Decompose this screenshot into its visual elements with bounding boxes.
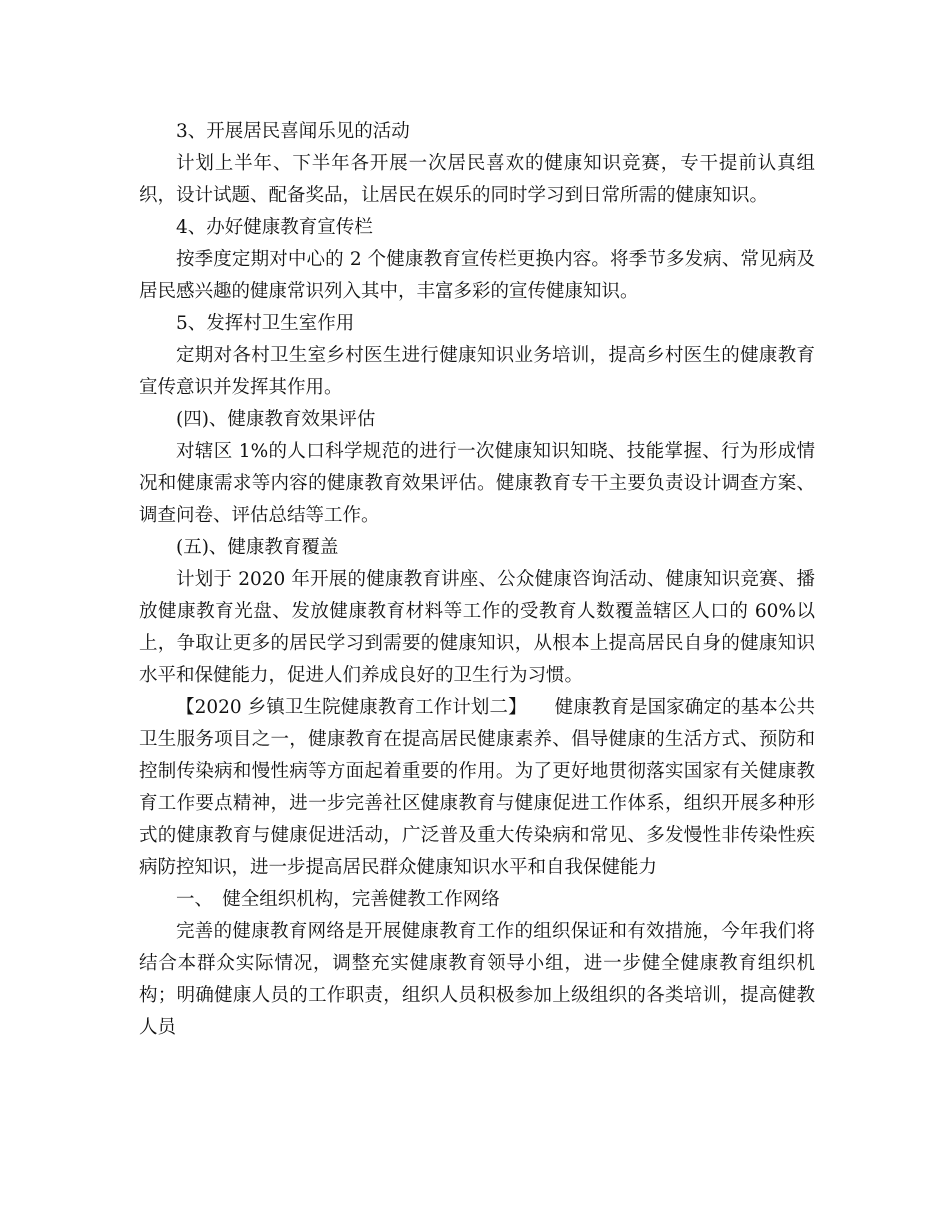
paragraph-organization: 完善的健康教育网络是开展健康教育工作的组织保证和有效措施，今年我们将结合本群众实际情况，调整充实健康教育领导小组，进一步健全健康教育组织机构；明确健康人员的工作职责，组织人员积极参加上级组织的各类培训，提高健教人员 [139, 921, 815, 1038]
section-heading-activities: 3、开展居民喜闻乐见的活动 [176, 121, 410, 142]
section-heading-bulletin-board: 4、办好健康教育宣传栏 [176, 217, 373, 238]
section-heading-village-clinic: 5、发挥村卫生室作用 [176, 313, 355, 334]
document-body [139, 116, 815, 1044]
paragraph-bulletin-board: 按季度定期对中心的 2 个健康教育宣传栏更换内容。将季节多发病、常见病及居民感兴趣的健康常识列入其中，丰富多彩的宣传健康知识。 [139, 249, 815, 302]
paragraph-evaluation: 对辖区 1%的人口科学规范的进行一次健康知识知晓、技能掌握、行为形成情况和健康需求等内容的健康教育效果评估。健康教育专干主要负责设计调查方案、调查问卷、评估总结等工作。 [139, 441, 815, 526]
section-heading-evaluation: (四)、健康教育效果评估 [176, 409, 376, 430]
paragraph-plan-two-intro: 【2020 乡镇卫生院健康教育工作计划二】 健康教育是国家确定的基本公共卫生服务项目之一，健康教育在提高居民健康素养、倡导健康的生活方式、预防和控制传染病和慢性病等方面起着重要的作用。为了更好地贯彻落实国家有关健康教育工作要点精神，进一步完善社区健康教育与健康促进工作体系，组织开展多种形式的健康教育与健康促进活动，广泛普及重大传染病和常见、多发慢性非传染性疾病防控知识，进一步提高居民群众健康知识水平和自我保健能力 [139, 697, 815, 878]
section-heading-organization: 一、 健全组织机构，完善健教工作网络 [176, 889, 500, 910]
paragraph-coverage: 计划于 2020 年开展的健康教育讲座、公众健康咨询活动、健康知识竞赛、播放健康教育光盘、发放健康教育材料等工作的受教育人数覆盖辖区人口的 60%以上，争取让更多的居民学习到需要的健康知识，从根本上提高居民自身的健康知识水平和保健能力，促进人们养成良好的卫生行为习惯。 [139, 569, 815, 686]
paragraph-village-clinic: 定期对各村卫生室乡村医生进行健康知识业务培训，提高乡村医生的健康教育宣传意识并发挥其作用。 [139, 345, 815, 398]
paragraph-activities: 计划上半年、下半年各开展一次居民喜欢的健康知识竞赛，专干提前认真组织，设计试题、配备奖品，让居民在娱乐的同时学习到日常所需的健康知识。 [139, 153, 815, 206]
section-heading-coverage: (五)、健康教育覆盖 [176, 537, 339, 558]
